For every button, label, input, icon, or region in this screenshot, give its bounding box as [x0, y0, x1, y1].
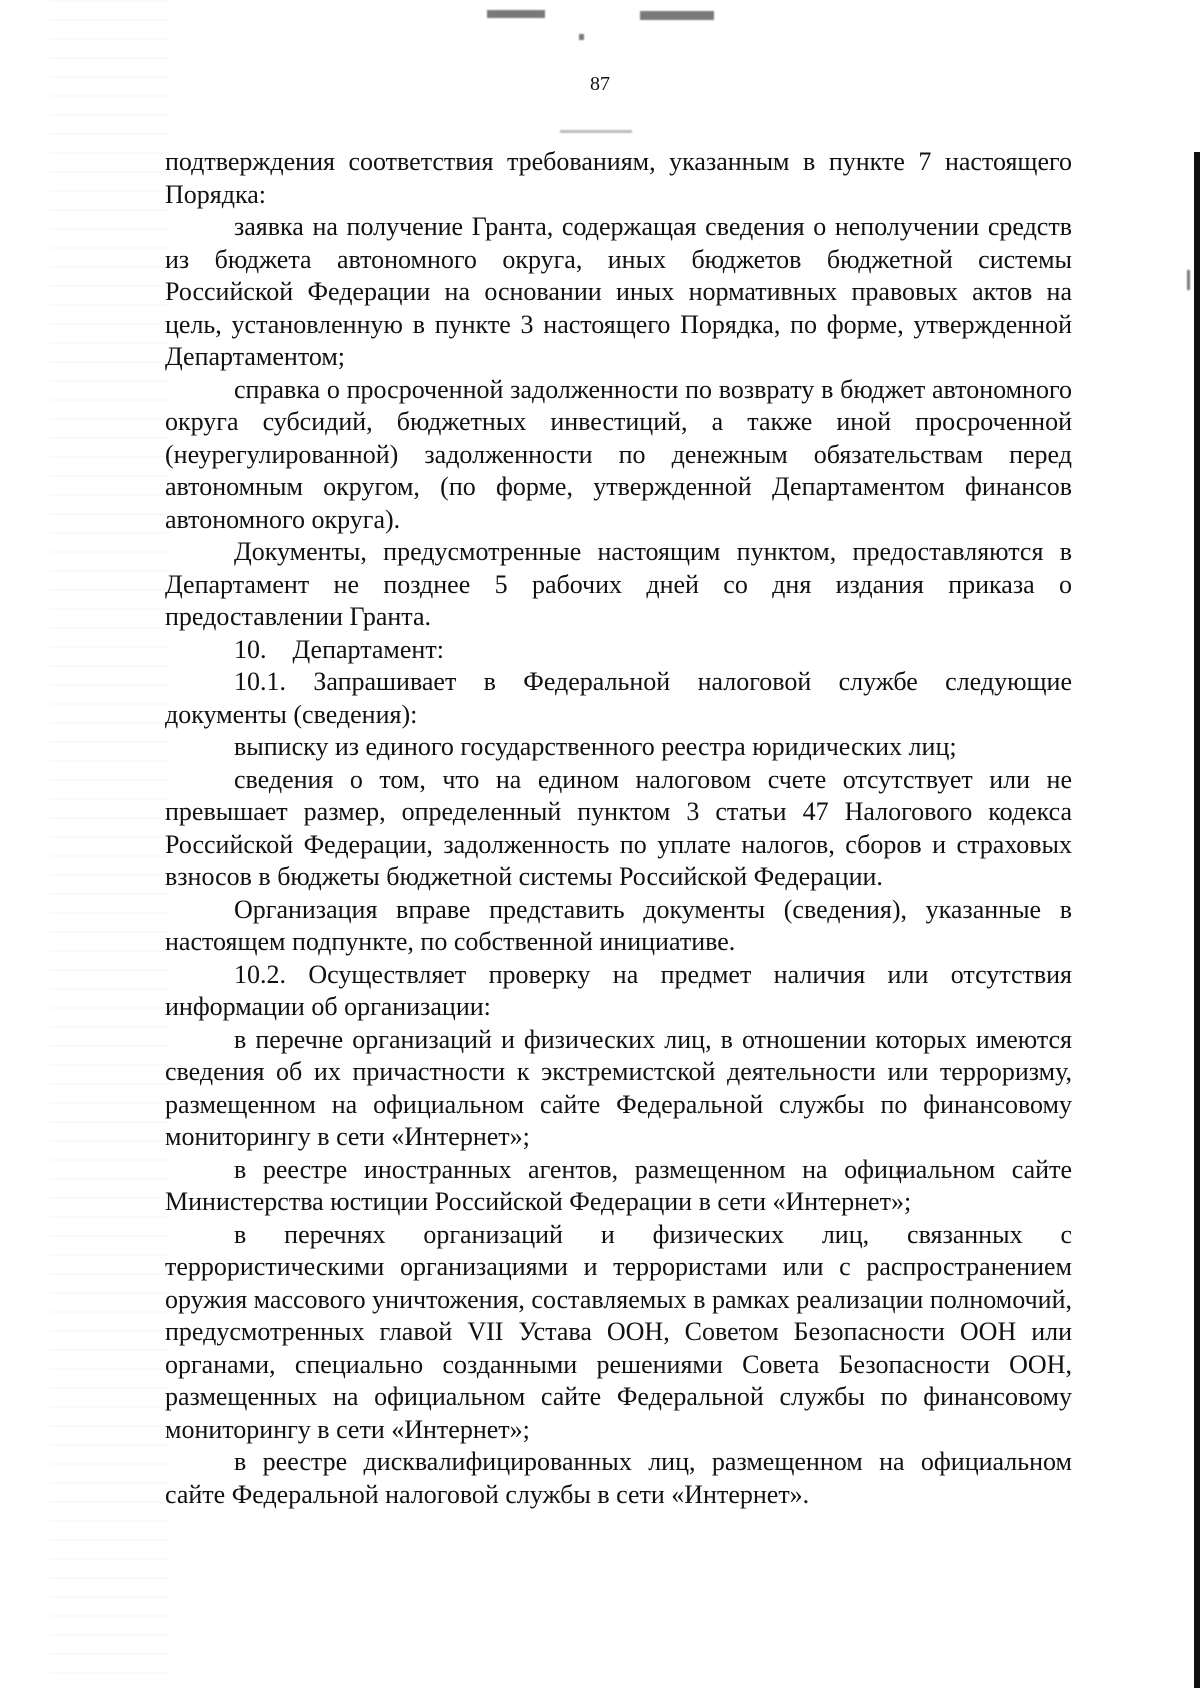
- paragraph: Организация вправе представить документы (сведения), указанные в настоящем подпункте, по собственной инициативе.: [165, 894, 1072, 956]
- paragraph: 10. Департамент:: [234, 634, 444, 664]
- paragraph: в перечне организаций и физических лиц, в отношении которых имеются сведения об их причастности к экстремистской деятельности или терроризму, размещенном на официальном сайте Федеральной службы по финансовому мониторингу в сети «Интернет»;: [165, 1024, 1072, 1151]
- document-body: [165, 146, 1072, 1511]
- paragraph: сведения о том, что на едином налоговом счете отсутствует или не превышает размер, определенный пунктом 3 статьи 47 Налогового кодекса Российской Федерации, задолженность по уплате налогов, сборов и страховых взносов в бюджеты бюджетной системы Российской Федерации.: [165, 764, 1072, 891]
- paragraph: справка о просроченной задолженности по возврату в бюджет автономного округа субсидий, бюджетных инвестиций, а также иной просроченной (неурегулированной) задолженности по денежным обязательствам перед автономным округом, (по форме, утвержденной Департаментом финансов автономного округа).: [165, 374, 1072, 534]
- scan-mark: [640, 11, 714, 20]
- paragraph: в реестре иностранных агентов, размещенном на официальном сайте Министерства юстиции Российской Федерации в сети «Интернет»;: [165, 1154, 1072, 1216]
- paragraph: 10.1. Запрашивает в Федеральной налоговой службе следующие документы (сведения):: [165, 667, 1072, 729]
- scan-mark: [1187, 270, 1190, 290]
- paragraph: Документы, предусмотренные настоящим пунктом, предоставляются в Департамент не позднее 5 рабочих дней со дня издания приказа о предоставлении Гранта.: [165, 537, 1072, 631]
- paragraph: в реестре дисквалифицированных лиц, размещенном на официальном сайте Федеральной налоговой службы в сети «Интернет».: [165, 1447, 1072, 1509]
- paragraph: подтверждения соответствия требованиям, указанным в пункте 7 настоящего Порядка:: [165, 147, 1072, 209]
- paragraph: в перечнях организаций и физических лиц, связанных с террористическими организациями и террористами или с распространением оружия массового уничтожения, составляемых в рамках реализации полномочий, предусмотренных главой VII Устава ООН, Советом Безопасности ООН или органами, специально созданными решениями Совета Безопасности ООН, размещенных на официальном сайте Федеральной службы по финансовому мониторингу в сети «Интернет»;: [165, 1219, 1072, 1444]
- paragraph: выписку из единого государственного реестра юридических лиц;: [234, 732, 957, 761]
- scan-edge-texture: [50, 0, 170, 1687]
- page-number: 87: [590, 73, 610, 95]
- scan-mark: [560, 130, 632, 133]
- scan-mark: [487, 10, 545, 18]
- paragraph: 10.2. Осуществляет проверку на предмет наличия или отсутствия информации об организации:: [165, 959, 1072, 1021]
- paragraph: заявка на получение Гранта, содержащая сведения о неполучении средств из бюджета автономного округа, иных бюджетов бюджетной системы Российской Федерации на основании иных нормативных правовых актов на цель, установленную в пункте 3 настоящего Порядка, по форме, утвержденной Департаментом;: [165, 212, 1072, 371]
- right-scan-border: [1194, 152, 1200, 1688]
- scan-mark: [579, 34, 584, 40]
